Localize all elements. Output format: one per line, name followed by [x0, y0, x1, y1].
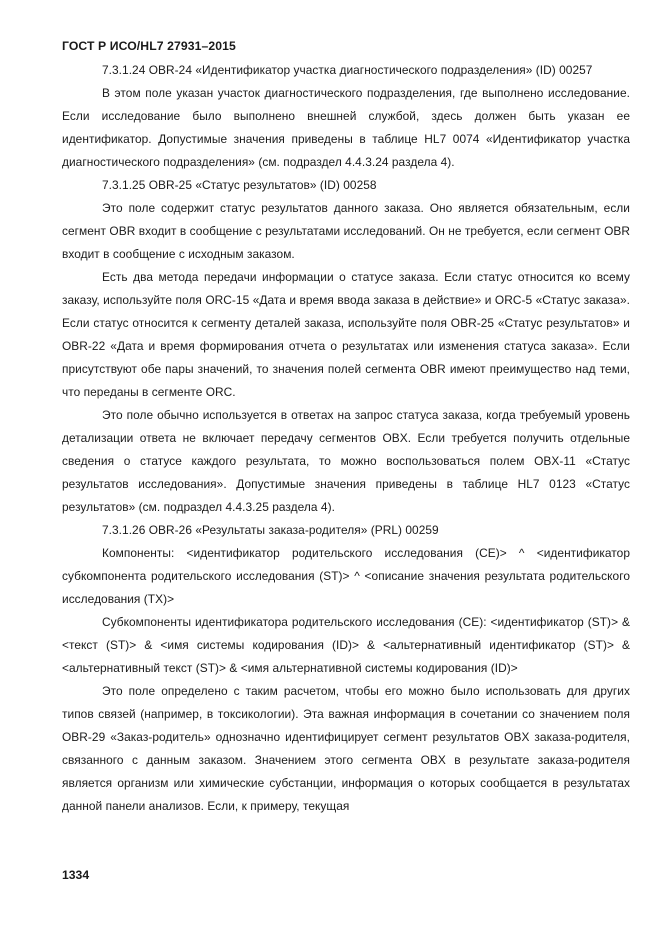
section-heading-7-3-1-25: 7.3.1.25 OBR-25 «Статус результатов» (ID) 00258	[102, 178, 377, 192]
paragraph: Субкомпоненты идентификатора родительского исследования (CE): <идентификатор (ST)> & <текст (ST)> & <имя системы кодирования (ID)> & <альтернативный идентификатор (ST)> & <альтернативный текст (ST)> & <имя альтернативной системы кодирования (ID)>	[62, 615, 630, 675]
standard-header: ГОСТ Р ИСО/HL7 27931–2015	[62, 39, 236, 53]
paragraph: Это поле определено с таким расчетом, чтобы его можно было использовать для других типов связей (например, в токсикологии). Эта важная информация в сочетании со значением поля OBR-29 «Заказ-родитель» однозначно идентифицирует сегмент результатов OBX заказа-родителя, связанного с данным заказом. Значением этого сегмента OBX в результате заказа-родителя является организм или химические субстанции, информация о которых сообщается в результатах данной панели анализов. Если, к примеру, текущая	[62, 684, 630, 813]
page-number: 1334	[62, 868, 90, 882]
paragraph: Это поле содержит статус результатов данного заказа. Оно является обязательным, если сегмент OBR входит в сообщение с результатами исследований. Он не требуется, если сегмент OBR входит в сообщение с исходным заказом.	[62, 201, 630, 261]
paragraph: Есть два метода передачи информации о статусе заказа. Если статус относится ко всему заказу, используйте поля ORC-15 «Дата и время ввода заказа в действие» и ORC-5 «Статус заказа». Если статус относится к сегменту деталей заказа, используйте поля OBR-25 «Статус результатов» и OBR-22 «Дата и время формирования отчета о результатах или изменения статуса заказа». Если присутствуют обе пары значений, то значения полей сегмента OBR имеют преимущество над теми, что переданы в сегменте ORC.	[62, 270, 630, 399]
paragraph: Это поле обычно используется в ответах на запрос статуса заказа, когда требуемый уровень детализации ответа не включает передачу сегментов OBX. Если требуется получить отдельные сведения о статусе каждого результата, то можно воспользоваться полем OBX-11 «Статус результатов исследования». Допустимые значения приведены в таблице HL7 0123 «Статус результатов» (см. подраздел 4.4.3.25 раздела 4).	[62, 408, 630, 514]
paragraph: Компоненты: <идентификатор родительского исследования (CE)> ^ <идентификатор субкомпонента родительского исследования (ST)> ^ <описание значения результата родительского исследования (TX)>	[62, 546, 630, 606]
paragraph: В этом поле указан участок диагностического подразделения, где выполнено исследование. Если исследование было выполнено внешней службой, здесь должен быть указан ее идентификатор. Допустимые значения приведены в таблице HL7 0074 «Идентификатор участка диагностического подразделения» (см. подраздел 4.4.3.24 раздела 4).	[62, 86, 630, 169]
document-body	[62, 59, 630, 818]
section-heading-7-3-1-26: 7.3.1.26 OBR-26 «Результаты заказа-родителя» (PRL) 00259	[102, 523, 439, 537]
section-heading-7-3-1-24: 7.3.1.24 OBR-24 «Идентификатор участка диагностического подразделения» (ID) 00257	[102, 63, 593, 77]
